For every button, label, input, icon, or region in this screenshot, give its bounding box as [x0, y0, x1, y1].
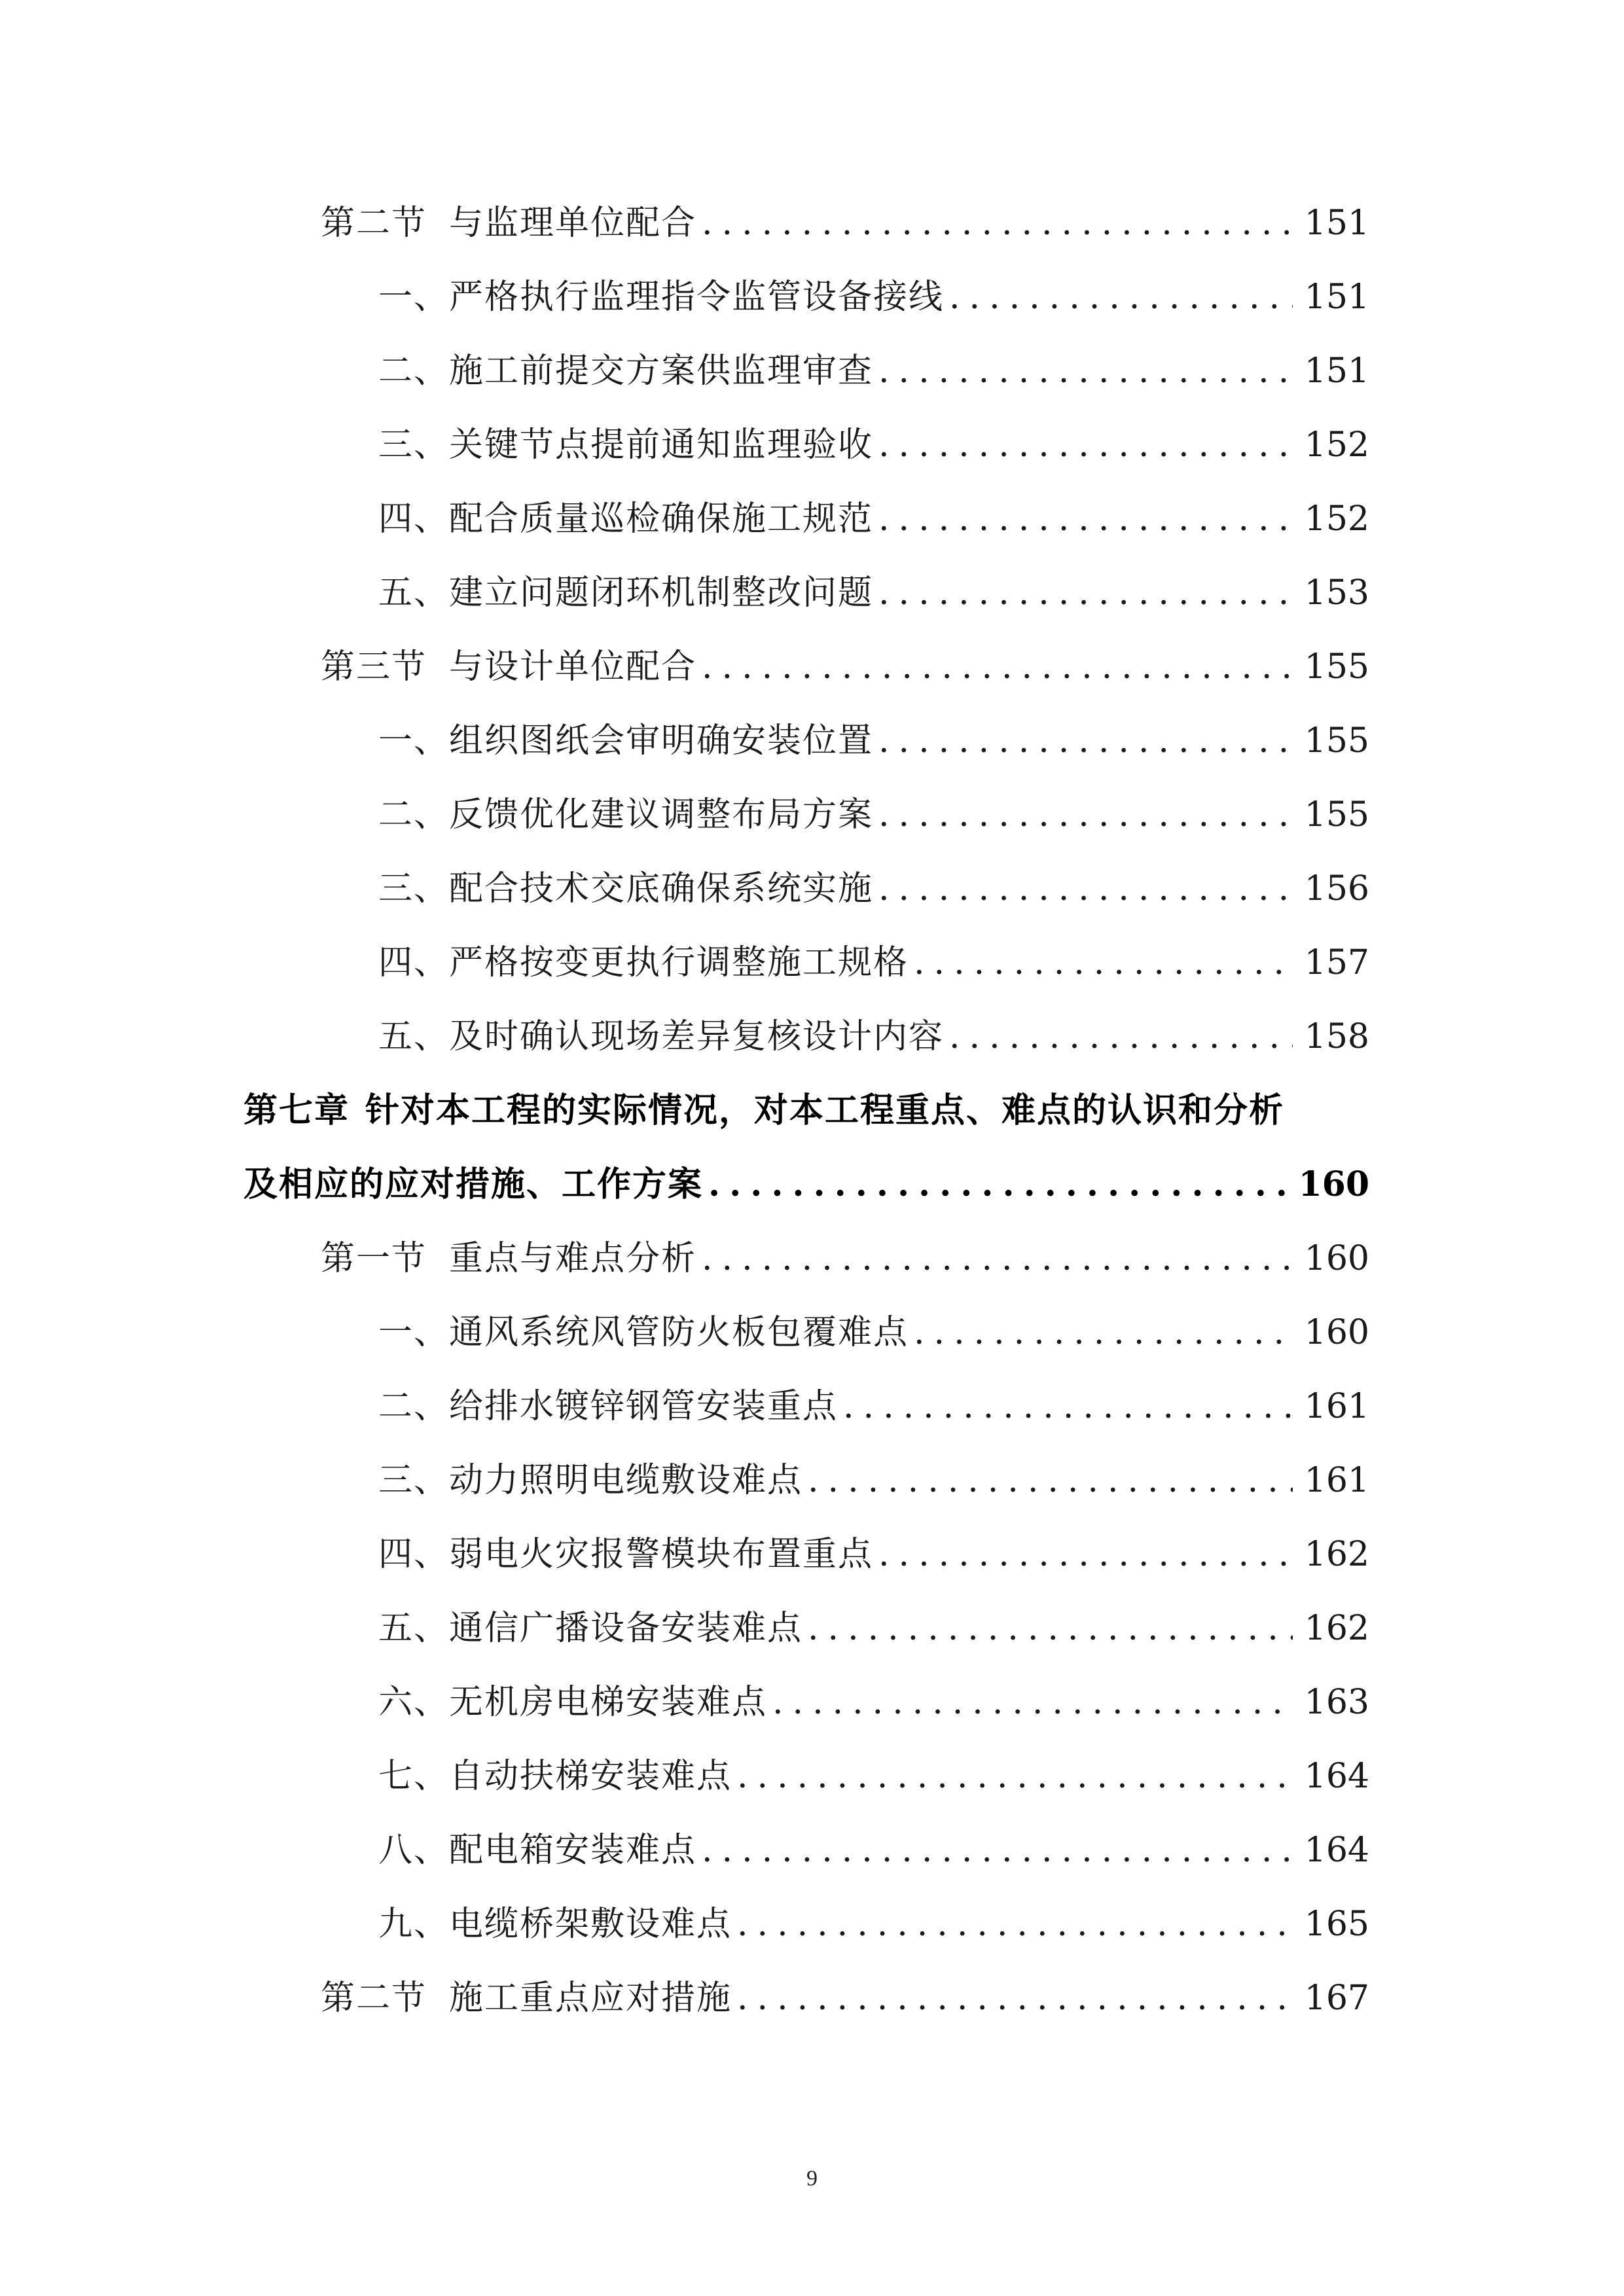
toc-entry[interactable] — [378, 795, 1369, 834]
toc-entry[interactable] — [378, 1463, 1369, 1498]
toc-chapter-heading[interactable] — [244, 1090, 1369, 1130]
toc-entry-title: 九、电缆桥架敷设难点 — [378, 1905, 732, 1944]
toc-entry-title: 第二节 施工重点应对措施 — [321, 1979, 732, 2018]
toc-leader-dots — [737, 1759, 1293, 1793]
toc-entry-title: 第三节 与设计单位配合 — [321, 647, 697, 687]
toc-page-number: 160 — [1298, 1164, 1369, 1204]
toc-leader-dots — [702, 1833, 1293, 1867]
toc-leader-dots — [878, 576, 1293, 610]
toc-leader-dots — [878, 502, 1293, 536]
toc-leader-dots — [708, 1168, 1286, 1202]
toc-page-number: 155 — [1304, 795, 1369, 834]
toc-leader-dots — [843, 1390, 1293, 1424]
toc-leader-dots — [878, 872, 1293, 906]
toc-entry-title: 第一节 重点与难点分析 — [321, 1239, 697, 1278]
toc-entry[interactable] — [321, 204, 1369, 243]
toc-page-number: 155 — [1304, 647, 1369, 687]
toc-entry-title: 四、弱电火灾报警模块布置重点 — [378, 1535, 874, 1574]
toc-chapter-entry[interactable] — [244, 1164, 1369, 1204]
toc-leader-dots — [702, 206, 1293, 240]
toc-chapter-title-continued: 及相应的应对措施、工作方案 — [244, 1164, 704, 1204]
toc-page-number: 156 — [1304, 869, 1369, 908]
toc-entry[interactable] — [378, 278, 1369, 317]
toc-page-number: 152 — [1304, 499, 1369, 539]
toc-entry-title: 第二节 与监理单位配合 — [321, 204, 697, 243]
toc-entry[interactable] — [321, 1239, 1369, 1278]
toc-leader-dots — [808, 1611, 1293, 1645]
toc-page-number: 164 — [1304, 1831, 1369, 1870]
toc-entry-title: 六、无机房电梯安装难点 — [378, 1683, 768, 1722]
toc-page-number: 160 — [1304, 1313, 1369, 1352]
toc-page-number: 151 — [1304, 351, 1369, 391]
toc-entry-title: 八、配电箱安装难点 — [378, 1831, 697, 1870]
toc-section-number: 第一节 — [321, 1239, 427, 1278]
page-footer-number: 9 — [806, 2166, 818, 2191]
toc-leader-dots — [878, 1537, 1293, 1571]
toc-leader-dots — [772, 1685, 1293, 1719]
toc-entry-title: 五、通信广播设备安装难点 — [378, 1609, 803, 1648]
toc-page-number: 160 — [1304, 1239, 1369, 1278]
toc-page-number: 151 — [1304, 204, 1369, 243]
toc-leader-dots — [878, 428, 1293, 462]
toc-leader-dots — [702, 650, 1293, 684]
toc-leader-dots — [914, 946, 1293, 980]
toc-entry[interactable] — [378, 721, 1369, 761]
toc-section-number: 第二节 — [321, 204, 427, 243]
toc-entry[interactable] — [378, 1017, 1369, 1056]
toc-entry[interactable] — [378, 499, 1369, 539]
toc-entry-title: 五、及时确认现场差异复核设计内容 — [378, 1017, 945, 1056]
toc-page-number: 163 — [1304, 1683, 1369, 1722]
toc-entry-title: 三、动力照明电缆敷设难点 — [378, 1461, 803, 1500]
toc-leader-dots — [949, 280, 1293, 314]
toc-entry[interactable] — [378, 1683, 1369, 1722]
toc-leader-dots — [702, 1242, 1293, 1276]
toc-leader-dots — [808, 1463, 1293, 1498]
toc-page-number: 162 — [1304, 1535, 1369, 1574]
toc-page-number: 161 — [1304, 1387, 1369, 1426]
toc-page-number: 164 — [1304, 1757, 1369, 1796]
toc-page-number: 158 — [1304, 1017, 1369, 1056]
toc-entry-title: 四、严格按变更执行调整施工规格 — [378, 943, 909, 982]
toc-entry[interactable] — [378, 869, 1369, 908]
toc-entry[interactable] — [378, 1609, 1369, 1648]
toc-entry[interactable] — [378, 1387, 1369, 1426]
toc-entry-title: 一、严格执行监理指令监管设备接线 — [378, 278, 945, 317]
toc-entry-title: 四、配合质量巡检确保施工规范 — [378, 499, 874, 539]
toc-entry-title: 二、给排水镀锌钢管安装重点 — [378, 1387, 839, 1426]
toc-page-number: 155 — [1304, 721, 1369, 761]
toc-entry-title: 三、配合技术交底确保系统实施 — [378, 869, 874, 908]
toc-chapter-number: 第七章 — [244, 1090, 350, 1130]
toc-entry-title: 三、关键节点提前通知监理验收 — [378, 425, 874, 465]
toc-page-number: 153 — [1304, 573, 1369, 613]
toc-entry[interactable] — [321, 1979, 1369, 2018]
toc-entry-title: 一、组织图纸会审明确安装位置 — [378, 721, 874, 761]
toc-section-number: 第三节 — [321, 647, 427, 687]
toc-leader-dots — [878, 354, 1293, 388]
toc-entry-title: 一、通风系统风管防火板包覆难点 — [378, 1313, 909, 1352]
toc-leader-dots — [737, 1907, 1293, 1941]
toc-page-number: 152 — [1304, 425, 1369, 465]
toc-leader-dots — [878, 724, 1293, 758]
toc-leader-dots — [914, 1316, 1293, 1350]
toc-entry[interactable] — [378, 1757, 1369, 1796]
toc-entry[interactable] — [378, 351, 1369, 391]
toc-section-number: 第二节 — [321, 1979, 427, 2018]
toc-page-number: 157 — [1304, 943, 1369, 982]
toc-entry[interactable] — [378, 1535, 1369, 1574]
toc-leader-dots — [878, 798, 1293, 832]
toc-entry-title: 七、自动扶梯安装难点 — [378, 1757, 732, 1796]
toc-page-number: 151 — [1304, 278, 1369, 317]
toc-leader-dots — [737, 1981, 1293, 2015]
toc-chapter-title: 针对本工程的实际情况，对本工程重点、难点的认识和分析 — [365, 1090, 1285, 1130]
toc-page-number: 167 — [1304, 1979, 1369, 2018]
toc-entry-title: 二、反馈优化建议调整布局方案 — [378, 795, 874, 834]
toc-entry[interactable] — [378, 573, 1369, 613]
toc-entry-title: 五、建立问题闭环机制整改问题 — [378, 573, 874, 613]
toc-leader-dots — [949, 1020, 1293, 1054]
toc-page-number: 162 — [1304, 1609, 1369, 1648]
toc-entry[interactable] — [321, 647, 1369, 687]
toc-entry[interactable] — [378, 425, 1369, 465]
toc-entry[interactable] — [378, 1831, 1369, 1870]
toc-entry-title: 二、施工前提交方案供监理审查 — [378, 351, 874, 391]
toc-entry[interactable] — [378, 943, 1369, 982]
toc-entry[interactable] — [378, 1905, 1369, 1944]
toc-entry[interactable] — [378, 1313, 1369, 1352]
toc-page-number: 161 — [1304, 1461, 1369, 1500]
toc-page-number: 165 — [1304, 1905, 1369, 1944]
